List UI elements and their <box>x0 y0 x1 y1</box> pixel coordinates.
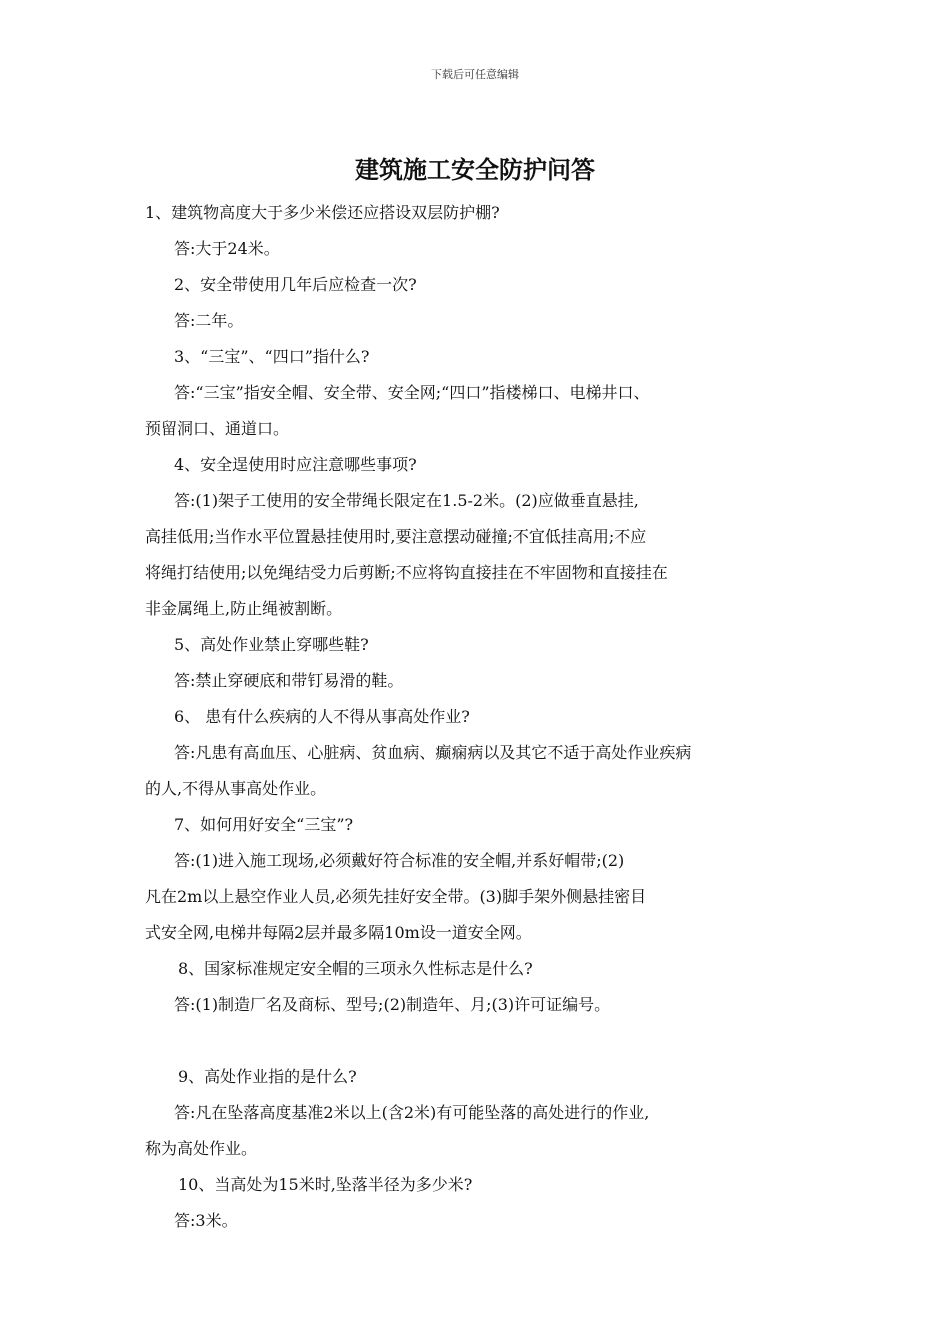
question-5: 5、高处作业禁止穿哪些鞋? <box>174 635 369 654</box>
answer-3-line-2: 预留洞口、通道口。 <box>145 419 290 438</box>
question-6: 6、 患有什么疾病的人不得从事高处作业? <box>174 707 470 726</box>
answer-8: 答:(1)制造厂名及商标、型号;(2)制造年、月;(3)许可证编号。 <box>174 995 611 1014</box>
paragraph-gap <box>145 1023 825 1059</box>
answer-9-line-1: 答:凡在坠落高度基准2米以上(含2米)有可能坠落的高处进行的作业, <box>174 1103 650 1122</box>
question-4: 4、安全逞使用时应注意哪些事项? <box>174 455 417 474</box>
question-7: 7、如何用好安全“三宝”? <box>174 815 354 834</box>
answer-7-line-2: 凡在2m以上悬空作业人员,必须先挂好安全带。(3)脚手架外侧悬挂密目 <box>145 887 647 906</box>
answer-5: 答:禁止穿硬底和带钉易滑的鞋。 <box>174 671 404 690</box>
answer-1: 答:大于24米。 <box>174 239 280 258</box>
question-1: 1、建筑物高度大于多少米偿还应搭设双层防护棚? <box>145 203 500 222</box>
answer-9-line-2: 称为高处作业。 <box>145 1139 258 1158</box>
answer-4-line-2: 高挂低用;当作水平位置悬挂使用时,要注意摆动碰撞;不宜低挂高用;不应 <box>145 527 647 546</box>
question-2: 2、安全带使用几年后应检查一次? <box>174 275 417 294</box>
answer-4-line-1: 答:(1)架子工使用的安全带绳长限定在1.5-2米。(2)应做垂直悬挂, <box>174 491 639 510</box>
answer-7-line-3: 式安全网,电梯井每隔2层并最多隔10m设一道安全网。 <box>145 923 532 942</box>
answer-2: 答:二年。 <box>174 311 244 330</box>
header-note: 下载后可任意编辑 <box>431 68 519 81</box>
answer-7-line-1: 答:(1)进入施工现场,必须戴好符合标准的安全帽,并系好帽带;(2) <box>174 851 625 870</box>
question-3: 3、“三宝”、“四口”指什么? <box>174 347 370 366</box>
answer-4-line-4: 非金属绳上,防止绳被割断。 <box>145 599 343 618</box>
answer-10: 答:3米。 <box>174 1211 238 1230</box>
answer-6-line-2: 的人,不得从事高处作业。 <box>145 779 327 798</box>
answer-3-line-1: 答:“三宝”指安全帽、安全带、安全网;“四口”指楼梯口、电梯井口、 <box>174 383 650 402</box>
question-8: 8、国家标准规定安全帽的三项永久性标志是什么? <box>178 959 533 978</box>
question-9: 9、高处作业指的是什么? <box>178 1067 357 1086</box>
question-10: 10、当高处为15米时,坠落半径为多少米? <box>178 1175 473 1194</box>
page-title: 建筑施工安全防护问答 <box>355 155 595 184</box>
document-body <box>145 195 825 1239</box>
answer-6-line-1: 答:凡患有高血压、心脏病、贫血病、癫痫病以及其它不适于高处作业疾病 <box>174 743 692 762</box>
answer-4-line-3: 将绳打结使用;以免绳结受力后剪断;不应将钩直接挂在不牢固物和直接挂在 <box>145 563 668 582</box>
